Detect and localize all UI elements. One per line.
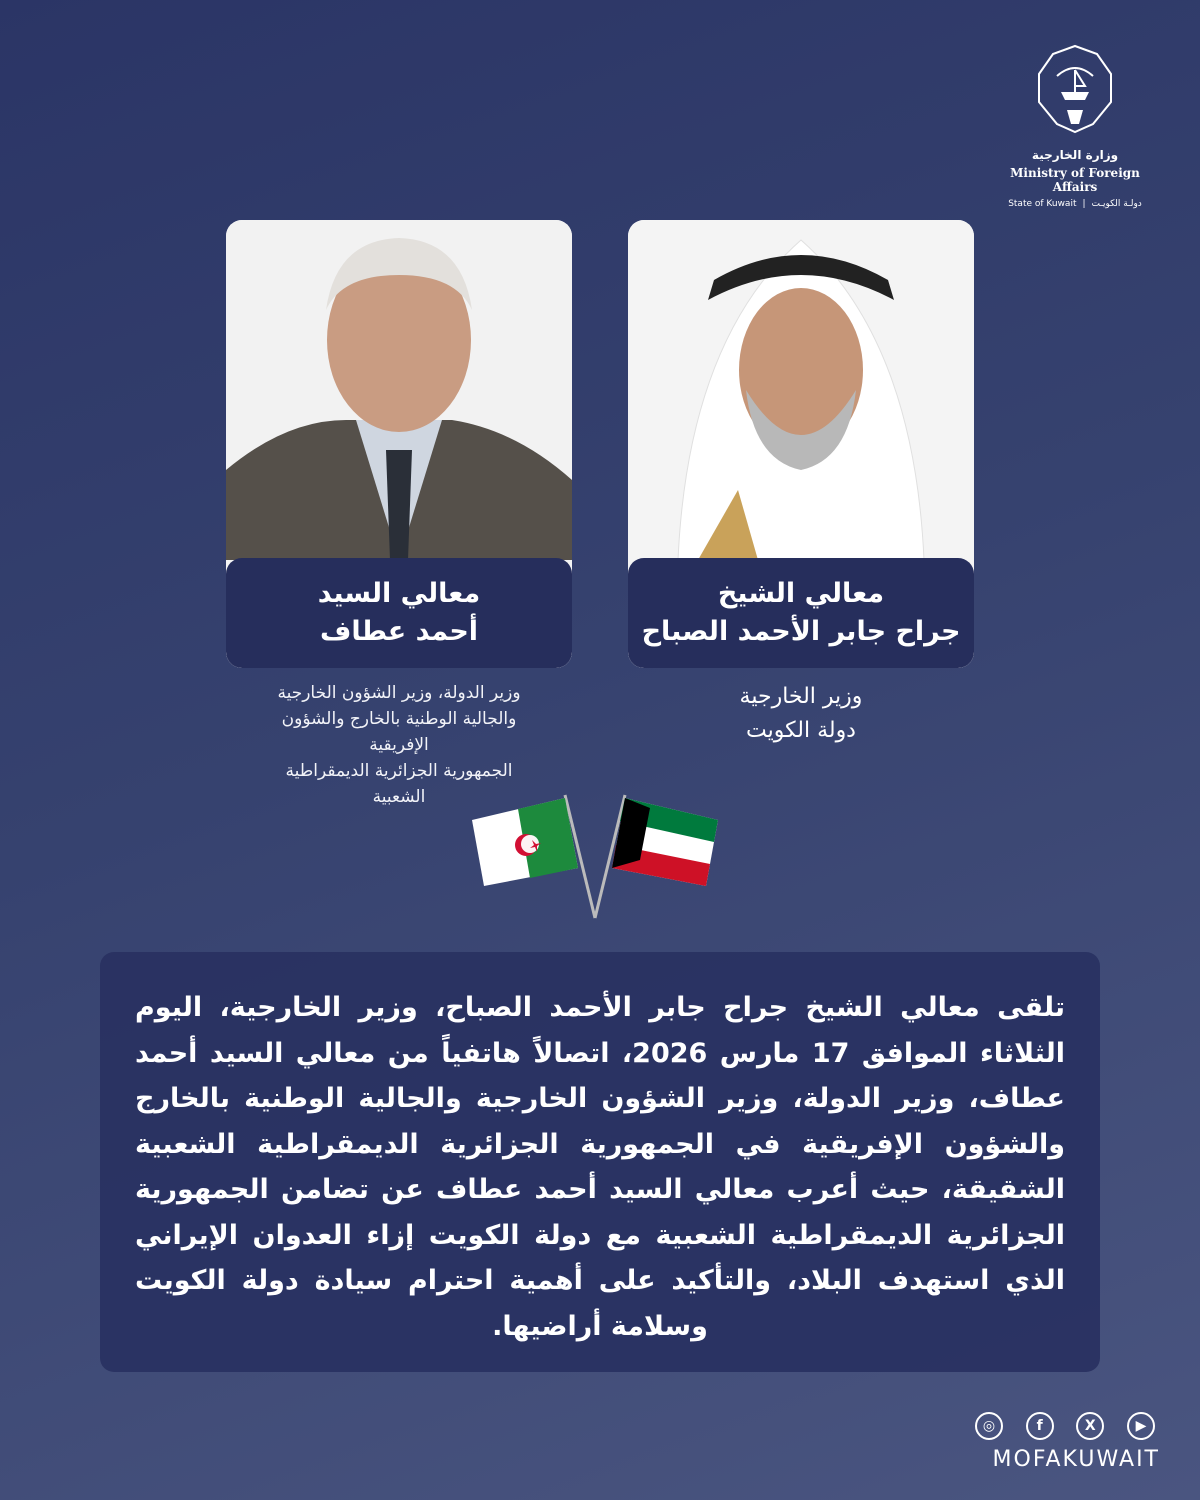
social-handle: MOFAKUWAIT bbox=[992, 1447, 1160, 1472]
left-name: أحمد عطاف bbox=[319, 616, 479, 647]
state-ar: دولـة الكويـت bbox=[1091, 199, 1142, 209]
divider: | bbox=[1082, 199, 1086, 209]
left-name-box bbox=[226, 558, 572, 668]
title-line: الشعبية bbox=[372, 787, 426, 807]
right-person-card bbox=[628, 220, 974, 668]
left-person-card bbox=[226, 220, 572, 668]
org-name-ar: وزارة الخارجية bbox=[1031, 148, 1119, 162]
right-name: جراح جابر الأحمد الصباح bbox=[641, 616, 961, 647]
title-line: وزير الدولة، وزير الشؤون الخارجية bbox=[277, 683, 521, 703]
org-state bbox=[990, 199, 1160, 209]
right-honorific: معالي الشيخ bbox=[717, 578, 885, 609]
kuwait-emblem-icon bbox=[1027, 40, 1123, 136]
title-line: الإفريقية bbox=[369, 735, 429, 755]
right-name-box bbox=[628, 558, 974, 668]
announcement-text: تلقى معالي الشيخ جراح جابر الأحمد الصباح، وزير الخارجية، اليوم الثلاثاء الموافق 17 مارس 2026، اتصالاً هاتفياً من معالي السيد أحمد عطاف، وزير الدولة، وزير الشؤون الخارجية والجالية الوطنية بالخارج والشؤون الإفريقية في الجمهورية الجزائرية الديمقراطية الشعبية الشقيقة، حيث أعرب معالي السيد أحمد عطاف عن تضامن الجمهورية الجزائرية الديمقراطية الشعبية مع دولة الكويت إزاء العدوان الإيراني الذي استهدف البلاد، والتأكيد على أهمية احترام سيادة دولة الكويت وسلامة أراضيها. bbox=[135, 992, 1065, 1342]
left-person-photo bbox=[226, 220, 572, 560]
crossed-flags-icon bbox=[460, 790, 730, 930]
state-en: State of Kuwait bbox=[1008, 199, 1077, 209]
x-icon[interactable]: X bbox=[1076, 1412, 1104, 1440]
social-links bbox=[975, 1412, 1155, 1440]
youtube-icon[interactable]: ▶ bbox=[1127, 1412, 1155, 1440]
algeria-flag-icon bbox=[472, 798, 578, 886]
title-line: دولة الكويت bbox=[746, 718, 856, 743]
facebook-icon[interactable]: f bbox=[1026, 1412, 1054, 1440]
org-name-en: Ministry of Foreign Affairs bbox=[1010, 166, 1140, 194]
right-person-photo bbox=[628, 220, 974, 560]
title-line: وزير الخارجية bbox=[739, 684, 863, 709]
title-line: الجمهورية الجزائرية الديمقراطية bbox=[285, 761, 513, 781]
left-honorific: معالي السيد bbox=[317, 578, 481, 609]
kuwait-flag-icon bbox=[612, 798, 718, 886]
ministry-logo bbox=[990, 40, 1160, 209]
right-person-title bbox=[628, 680, 974, 748]
instagram-icon[interactable]: ◎ bbox=[975, 1412, 1003, 1440]
title-line: والجالية الوطنية بالخارج والشؤون bbox=[281, 709, 517, 729]
